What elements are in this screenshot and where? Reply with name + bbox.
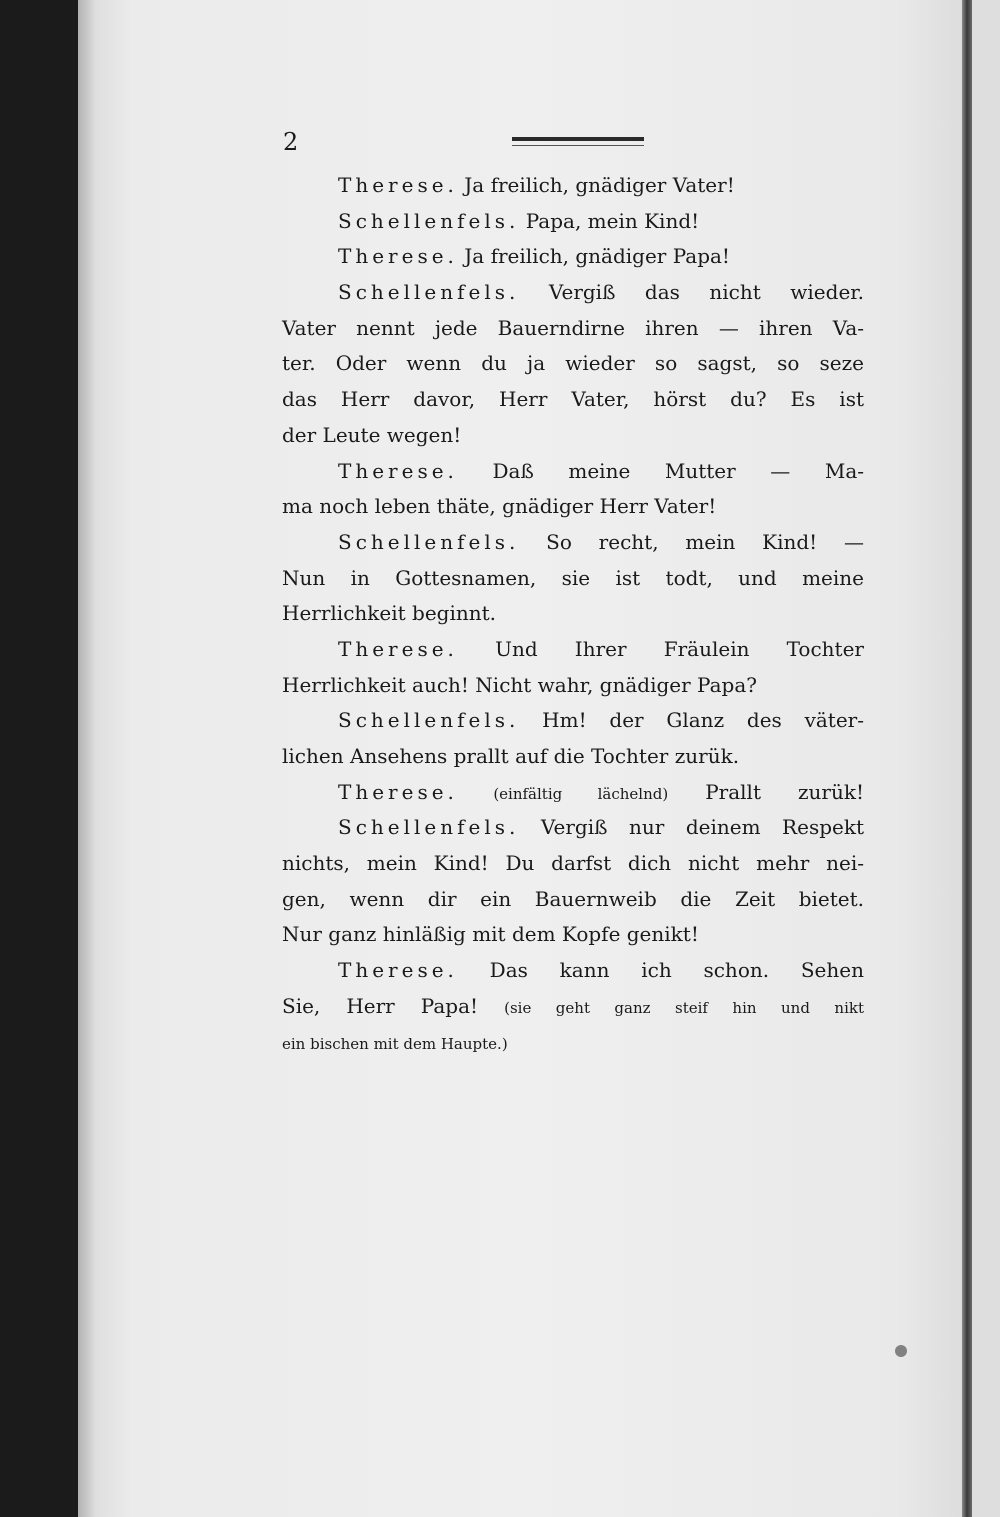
text-line [282, 525, 864, 561]
book-gutter [962, 0, 972, 1517]
line-text: So recht, mein Kind! — [519, 529, 864, 554]
text-line [282, 1025, 864, 1061]
line-text: Hm! der Glanz des väter- [519, 708, 864, 733]
line-text: ma noch leben thäte, gnädiger Herr Vater! [282, 494, 717, 519]
text-line [282, 810, 864, 846]
speaker-name: Therese. [338, 958, 458, 983]
line-text: Daß meine Mutter — Ma- [457, 458, 864, 483]
line-text: Vergiß nur deinem Respekt [519, 815, 864, 840]
line-text: Prallt zurük! [668, 779, 864, 804]
text-line [282, 775, 864, 811]
line-text: lichen Ansehens prallt auf die Tochter zurük. [282, 744, 740, 768]
line-text: ter. Oder wenn du ja wieder so sagst, so seze [282, 351, 864, 376]
speaker-name: Schellenfels. [338, 529, 520, 554]
text-line [282, 739, 864, 775]
line-text: Nur ganz hinläßig mit dem Kopfe genikt! [282, 922, 699, 947]
speaker-name: Schellenfels. [338, 815, 520, 840]
text-line [282, 989, 864, 1025]
ink-smudge [895, 1345, 907, 1357]
text-line [282, 204, 864, 240]
line-text: Sie, Herr Papa! [282, 993, 505, 1018]
text-line [282, 882, 864, 918]
header-rule [512, 137, 644, 141]
stage-direction: ein bischen mit dem Haupte.) [282, 1034, 508, 1053]
line-text: Das kann ich schon. Sehen [457, 958, 864, 983]
text-line [282, 703, 864, 739]
line-text: Ja freilich, gnädiger Papa! [457, 244, 730, 269]
page-shadow [78, 0, 96, 1517]
line-text: Nun in Gottesnamen, sie ist todt, und meine [282, 565, 864, 590]
page-number: 2 [283, 128, 299, 156]
stage-direction: (sie geht ganz steif hin und nikt [504, 998, 864, 1017]
header-rule-thin [512, 145, 644, 146]
line-text: Herrlichkeit auch! Nicht wahr, gnädiger Papa? [282, 672, 757, 697]
scan-border [0, 0, 78, 1517]
text-line [282, 346, 864, 382]
line-text: das Herr davor, Herr Vater, hörst du? Es ist [282, 387, 864, 412]
line-text: Vater nennt jede Bauerndirne ihren — ihren Va- [282, 315, 864, 340]
text-line [282, 168, 864, 204]
line-text: Ja freilich, gnädiger Vater! [457, 173, 735, 197]
text-line [282, 596, 864, 632]
speaker-name: Therese. [338, 244, 458, 269]
line-text: nichts, mein Kind! Du darfst dich nicht mehr nei- [282, 851, 864, 876]
speaker-name: Schellenfels. [338, 280, 520, 305]
line-text: der Leute wegen! [282, 422, 462, 447]
facing-page-edge [972, 0, 1000, 1517]
line-text: Vergiß das nicht wieder. [519, 280, 864, 305]
speaker-name: Therese. [338, 779, 458, 804]
line-text: Und Ihrer Fräulein Tochter [457, 636, 864, 661]
text-line [282, 489, 864, 525]
speaker-name: Therese. [338, 173, 458, 197]
line-text: Herrlichkeit beginnt. [282, 601, 497, 626]
text-line [282, 846, 864, 882]
text-line [282, 311, 864, 347]
text-line [282, 668, 864, 704]
text-line [282, 275, 864, 311]
text-line [282, 917, 864, 953]
text-line [282, 632, 864, 668]
line-text: Papa, mein Kind! [519, 208, 700, 233]
dialogue-text [282, 168, 864, 1060]
speaker-name: Therese. [338, 636, 458, 661]
text-line [282, 239, 864, 275]
stage-direction: (einfältig lächelnd) [457, 784, 669, 803]
speaker-name: Therese. [338, 458, 458, 483]
text-line [282, 382, 864, 418]
speaker-name: Schellenfels. [338, 208, 520, 233]
speaker-name: Schellenfels. [338, 708, 520, 733]
text-line [282, 561, 864, 597]
text-line [282, 953, 864, 989]
line-text: gen, wenn dir ein Bauernweib die Zeit bietet. [282, 886, 864, 911]
text-line [282, 418, 864, 454]
text-line [282, 454, 864, 490]
